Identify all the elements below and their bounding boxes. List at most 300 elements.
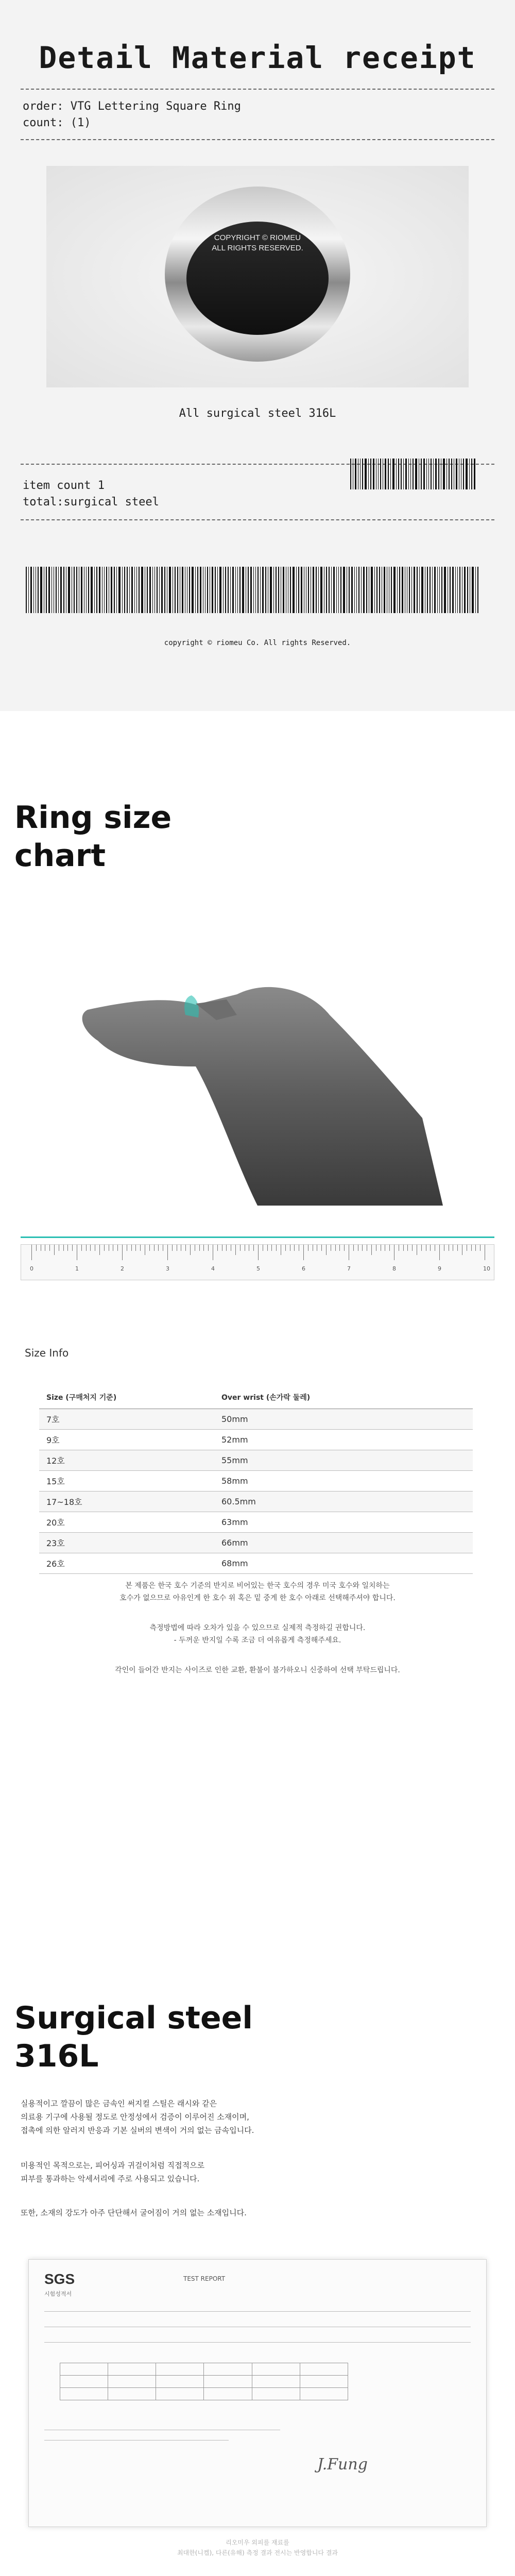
barcode-bar [298,567,299,613]
wrist-cell: 68mm [214,1553,473,1573]
barcode-bar [177,567,178,613]
ruler-tick [36,1245,37,1251]
ruler-tick [389,1245,390,1251]
ring-on-finger [184,995,199,1018]
barcode-bar [293,567,295,613]
barcode-bar [423,459,425,489]
ruler-tick [122,1245,123,1260]
barcode-bar [430,567,431,613]
barcode-bar [235,567,236,613]
barcode-bar [195,567,196,613]
barcode-bar [262,567,264,613]
barcode-bar [147,567,148,613]
barcode-bar [410,459,411,489]
barcode-bar [343,567,345,613]
barcode-bar [466,459,468,489]
barcode-bar [472,567,474,613]
barcode-bar [417,567,418,613]
barcode-bar [316,567,317,613]
ruler-tick [253,1245,254,1251]
barcode-bar [200,567,201,613]
size-header: Size (구매처지 기준) [39,1386,214,1409]
barcode-bar [467,567,468,613]
barcode-bar [88,567,89,613]
ruler-tick [208,1245,209,1251]
cert-rule [44,2440,229,2441]
barcode-bar [33,567,34,613]
barcode-bar [290,567,291,613]
cert-caption-line-2: 최대한(니켈), 다른(유해) 측정 결과 전시는 반영합니다 결과 [177,2549,338,2556]
barcode-bar [118,567,121,613]
barcode-bar [129,567,130,613]
barcode-bar [197,567,198,613]
barcode-bar [157,567,158,613]
barcode-bar [403,459,404,489]
barcode-bar [96,567,97,613]
size-cell: 17~18호 [39,1491,214,1512]
barcode-bar [326,567,327,613]
barcode-bar [373,459,374,489]
barcode-bar [189,567,190,613]
barcode-bar [56,567,57,613]
barcode-bar [250,567,252,613]
wrist-cell: 58mm [214,1470,473,1491]
steel-p1-line-3: 접촉에 의한 알러지 반응과 기본 실버의 변색이 거의 없는 금속입니다. [21,2126,254,2135]
barcode-bar [212,567,213,613]
ruler-tick [185,1245,186,1251]
ruler-tick [326,1245,327,1255]
barcode-bar [455,567,456,613]
ring-size-heading [14,799,171,875]
barcode-bar [273,567,274,613]
ruler-tick [86,1245,87,1251]
size-note-2-line-1: 측정방법에 따라 오차가 있을 수 있으므로 실제적 측정하길 권합니다. [149,1624,366,1632]
barcode-bar [355,459,356,489]
cert-rule [44,2342,471,2343]
cert-table [60,2363,348,2400]
size-row [39,1429,473,1450]
ruler-number: 8 [392,1265,396,1272]
engraving-line-1: COPYRIGHT © RIOMEU [214,233,301,242]
size-table-header [39,1386,473,1409]
ruler-number: 5 [256,1265,260,1272]
signature: J.Fung [317,2455,368,2473]
barcode-bar [318,567,319,613]
ruler-number: 7 [347,1265,351,1272]
barcode-bar [356,567,357,613]
barcode-bar [114,567,115,613]
barcode-bar [106,567,107,613]
barcode-bar [86,567,87,613]
wrist-cell: 55mm [214,1450,473,1470]
barcode-bar [421,567,423,613]
barcode-bar [469,459,470,489]
barcode-bar [449,459,450,489]
receipt-title: Detail Material receipt [39,40,476,75]
barcode-bar [336,567,337,613]
barcode-bar [368,459,369,489]
ruler-tick [294,1245,295,1251]
ring-size-heading-line-1: Ring size [14,800,172,836]
barcode-bar [182,567,183,613]
barcode-bar [437,567,438,613]
size-note-1 [0,1580,515,1604]
steel-p1-line-2: 의료용 기구에 사용될 정도로 안정성에서 검증이 이루어진 소재이며, [21,2112,249,2122]
ruler-number: 0 [30,1265,33,1272]
barcode-bar [219,567,221,613]
barcode-bar [28,567,29,613]
barcode-bar [46,567,47,613]
ruler-tick [471,1245,472,1251]
barcode-bar [398,459,399,489]
ruler-tick [267,1245,268,1251]
barcode-bar [450,567,451,613]
size-row [39,1470,473,1491]
barcode-bar [223,567,224,613]
ruler-number: 1 [75,1265,79,1272]
receipt-section [0,0,515,711]
ruler [21,1244,494,1280]
barcode-bar [428,459,429,489]
barcode-bar [391,567,392,613]
barcode-bar [104,567,105,613]
barcode-bar [68,567,70,613]
size-note-2 [0,1622,515,1647]
cert-rule [44,2311,471,2312]
barcode-bar [230,567,231,613]
ruler-tick [49,1245,50,1251]
ruler-number: 2 [121,1265,124,1272]
ruler-tick [217,1245,218,1251]
wrist-cell: 60.5mm [214,1491,473,1512]
ring-photo [46,166,469,387]
barcode-bar [419,567,420,613]
ruler-tick [135,1245,136,1251]
barcode-bar [278,567,279,613]
ruler-tick [439,1245,440,1260]
size-cell: 9호 [39,1429,214,1450]
barcode-bar [331,567,332,613]
barcode-bar [432,567,433,613]
size-note-3: 각인이 들어간 반지는 사이즈로 인한 교환, 환불이 불가하오니 신중하여 선택 부탁드립니다. [115,1666,400,1674]
barcode-bar [141,567,143,613]
ruler-number: 10 [483,1265,490,1272]
ruler-measure-line [21,1236,494,1238]
barcode-bar [124,567,125,613]
cert-header: TEST REPORT [183,2275,226,2282]
barcode-bar [366,567,367,613]
ruler-number: 3 [166,1265,169,1272]
barcode-bar [154,567,155,613]
size-cell: 20호 [39,1512,214,1532]
barcode-bar [380,459,381,489]
barcode-bar [159,567,160,613]
barcode-bar [401,459,402,489]
barcode-bar [255,567,256,613]
order-line: order: VTG Lettering Square Ring [23,100,241,113]
barcode-bar [477,567,478,613]
barcode-bar [225,567,226,613]
barcode-bar [371,567,373,613]
barcode-bar [40,567,42,613]
ruler-tick [104,1245,105,1251]
barcode-bar [451,459,452,489]
size-cell: 23호 [39,1532,214,1553]
barcode-bar [30,567,32,613]
barcode-bar [457,567,458,613]
barcode-bar [392,459,394,489]
ruler-tick [190,1245,191,1255]
item-count: item count 1 [23,479,105,492]
ruler-tick [54,1245,55,1255]
size-note-1-line-2: 호수가 없으므로 아유인게 한 호수 위 혹은 밑 중게 한 호수 아래로 선택해주셔야 합니다. [119,1594,396,1602]
size-table [39,1386,473,1574]
barcode-bar [122,567,123,613]
hand-shape [82,987,443,1206]
barcode-bar [232,567,234,613]
engraving-line-2: ALL RIGHTS RESERVED. [212,244,303,252]
ruler-tick [67,1245,68,1251]
barcode-bar [363,567,365,613]
ruler-tick [158,1245,159,1251]
barcode-bar [409,567,410,613]
steel-paragraph-2 [21,2159,204,2185]
copyright-text: copyright © riomeu Co. All rights Reserved. [164,639,351,647]
ruler-tick [412,1245,413,1251]
barcode-bar [385,459,386,489]
ruler-tick [321,1245,322,1251]
ruler-number: 4 [211,1265,215,1272]
barcode-bar [99,567,100,613]
count-line: count: (1) [23,116,91,129]
ruler-tick [172,1245,173,1251]
barcode-bar [411,567,412,613]
barcode-bar [81,567,82,613]
ruler-tick [407,1245,408,1251]
steel-p2-line-1: 미용적인 목적으로는, 피어싱과 귀걸이처럼 직접적으로 [21,2161,205,2170]
steel-heading-line-2: 316L [14,2038,99,2074]
size-row [39,1450,473,1470]
ruler-tick [167,1245,168,1260]
barcode-bar [296,567,297,613]
size-row [39,1409,473,1429]
barcode-bar [333,567,335,613]
barcode-bar [379,567,380,613]
barcode-bar [384,567,385,613]
ruler-tick [117,1245,118,1251]
barcode-bar [435,459,437,489]
ring-size-heading-line-2: chart [14,838,106,874]
barcode-bar [215,567,216,613]
barcode-bar [397,567,398,613]
ruler-tick [403,1245,404,1251]
barcode-bar [434,567,436,613]
barcode-bar [283,567,284,613]
barcode-bar [421,459,422,489]
barcode-bar [76,567,77,613]
barcode-bar [351,567,353,613]
divider [21,89,494,90]
barcode-bar [207,567,208,613]
barcode-bar [38,567,39,613]
barcode-bar [374,567,375,613]
barcode-bar [26,567,27,613]
barcode-bar [378,459,379,489]
ruler-tick [285,1245,286,1251]
barcode-bar [456,459,457,489]
test-report-image [28,2259,487,2527]
ruler-tick [271,1245,272,1251]
cert-subtitle: 시험성적서 [44,2291,72,2297]
size-row [39,1491,473,1512]
barcode-bar [127,567,128,613]
barcode-bar [471,459,472,489]
barcode-bar [426,459,427,489]
size-note-2-line-2: - 두꺼운 반지일 수록 조금 더 여유롭게 측정해주세요. [174,1636,341,1645]
barcode-bar [338,567,339,613]
ruler-tick [430,1245,431,1251]
barcode-bar [74,567,75,613]
ruler-tick [235,1245,236,1255]
barcode-bar [427,567,428,613]
barcode-bar [149,567,151,613]
barcode-bar [444,567,446,613]
wrist-cell: 50mm [214,1409,473,1429]
ruler-tick [63,1245,64,1251]
ruler-tick [335,1245,336,1251]
material-label: All surgical steel 316L [179,407,336,420]
barcode-bar [390,459,391,489]
divider [21,139,494,140]
barcode-bar [276,567,277,613]
ruler-tick [421,1245,422,1251]
barcode-bar [393,567,396,613]
ruler-tick [339,1245,340,1251]
barcode-bar [408,459,409,489]
barcode-bar [270,567,272,613]
barcode-bar [388,459,389,489]
hand-illustration [0,948,515,1206]
barcode-bar [134,567,135,613]
ruler-tick [199,1245,200,1251]
barcode-bar [443,459,445,489]
barcode-bar [131,567,133,613]
barcode-bar [413,459,414,489]
barcode [350,459,477,489]
size-info-label: Size Info [25,1347,69,1359]
steel-p2-line-2: 피부를 통과하는 악세서리에 주로 사용되고 있습니다. [21,2174,200,2183]
barcode-bar [329,567,330,613]
barcode-bar [362,459,363,489]
barcode-bar [439,567,440,613]
barcode-bar [58,567,59,613]
wrist-cell: 63mm [214,1512,473,1532]
barcode-bar [313,567,314,613]
barcode-bar [340,567,341,613]
size-note-1-line-1: 본 제품은 한국 호수 기준의 반지로 비어있는 한국 호수의 경우 미국 호수와 일치하는 [125,1582,390,1590]
ruler-tick [31,1245,32,1260]
barcode-bar [301,567,302,613]
barcode-bar [136,567,137,613]
barcode-bar [265,567,266,613]
ruler-tick [303,1245,304,1260]
wrist-header: Over wrist (손가락 둘레) [214,1386,473,1409]
steel-paragraph-3: 또한, 소재의 강도가 아주 단단해서 굴어짐이 거의 없는 소재입니다. [21,2208,247,2217]
size-cell: 12호 [39,1450,214,1470]
barcode-bar [415,459,417,489]
size-cell: 7호 [39,1409,214,1429]
barcode-bar [431,459,432,489]
barcode-bar [237,567,238,613]
barcode-bar [248,567,249,613]
barcode-bar [152,567,153,613]
barcode-bar [361,567,362,613]
barcode-bar [365,459,367,489]
barcode-bar [91,567,93,613]
barcode-bar [111,567,112,613]
barcode-bar [239,567,241,613]
size-row [39,1532,473,1553]
barcode-bar [228,567,229,613]
barcode-bar [463,459,464,489]
barcode-bar [405,459,407,489]
steel-heading-line-1: Surgical steel [14,2000,253,2036]
barcode-bar [414,567,415,613]
barcode-bar [354,567,355,613]
ruler-tick [362,1245,363,1251]
barcode-bar [139,567,140,613]
barcode-bar [63,567,64,613]
steel-p1-line-1: 실용적이고 깔끔이 많은 금속인 써지컬 스틸은 래시와 같은 [21,2099,217,2108]
barcode-bar [402,567,403,613]
ruler-tick [457,1245,458,1251]
ruler-tick [258,1245,259,1260]
ring-engraving [46,233,469,253]
barcode-bar [260,567,261,613]
steel-heading [14,1999,253,2075]
ruler-tick [276,1245,277,1251]
barcode-bar [116,567,117,613]
barcode-bar [164,567,165,613]
barcode-bar [349,567,350,613]
barcode-bar [459,567,460,613]
barcode-bar [350,459,351,489]
ruler-tick [371,1245,372,1255]
barcode-bar [217,567,218,613]
barcode-bar [192,567,194,613]
ruler-tick [240,1245,241,1251]
barcode-bar [358,567,359,613]
barcode-bar [452,567,454,613]
size-row [39,1512,473,1532]
cert-caption [0,2537,515,2558]
barcode-bar [475,567,476,613]
ruler-tick [203,1245,204,1251]
ruler-tick [149,1245,150,1251]
ruler-tick [99,1245,100,1255]
ruler-tick [72,1245,73,1251]
ruler-tick [90,1245,91,1251]
ruler-tick [226,1245,227,1251]
wrist-cell: 52mm [214,1429,473,1450]
barcode-bar [441,567,442,613]
barcode-bar [242,567,244,613]
size-row [39,1553,473,1573]
ruler-number: 9 [438,1265,441,1272]
ruler-tick [131,1245,132,1251]
barcode-bar [399,567,400,613]
sgs-logo: SGS [44,2271,75,2287]
